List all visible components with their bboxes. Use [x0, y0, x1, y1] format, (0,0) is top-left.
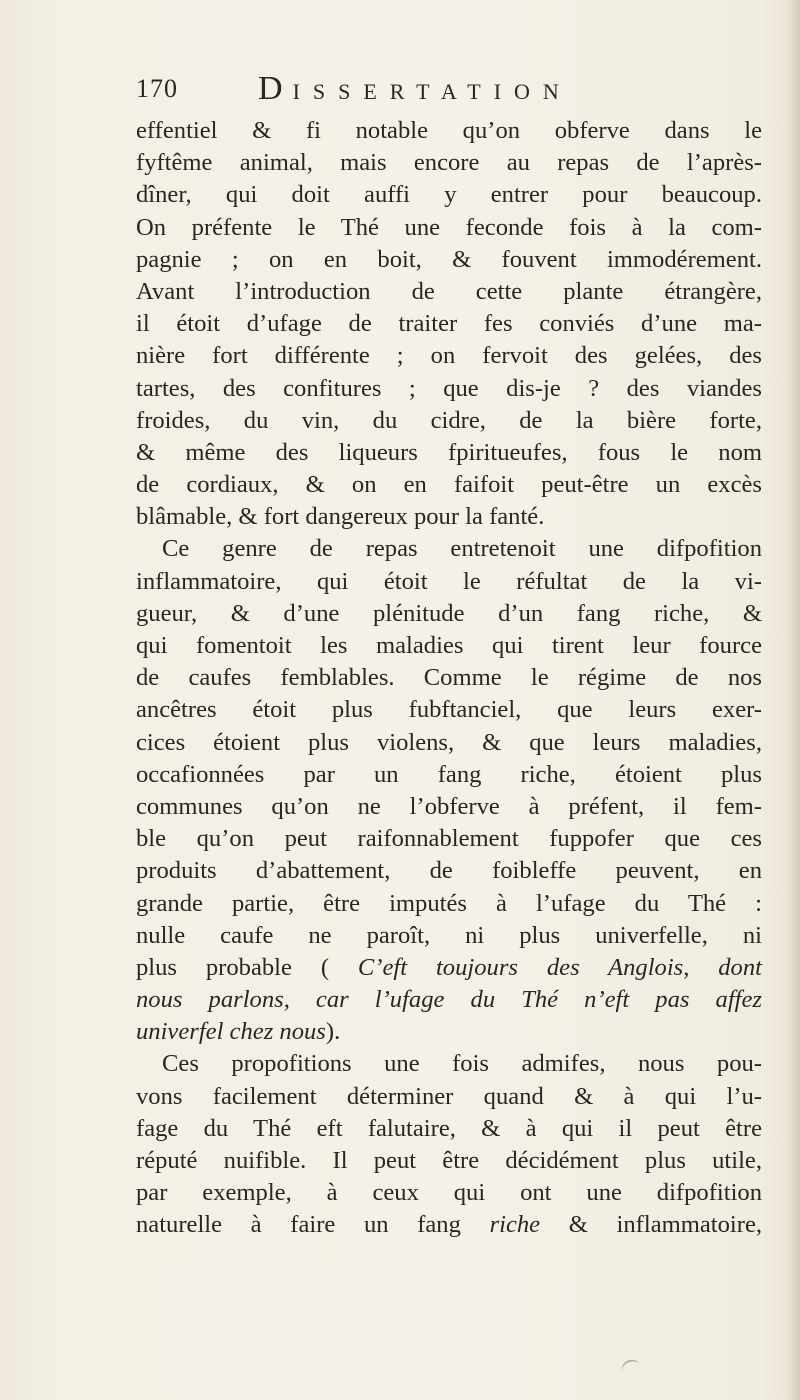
text-line	[136, 1081, 762, 1113]
text-line	[136, 308, 762, 340]
line-text: cices étoient plus violens, & que leurs maladies,	[136, 728, 762, 756]
text-line	[136, 791, 762, 823]
line-text: Ces propofitions une fois admifes, nous pou-	[162, 1050, 762, 1078]
text-line	[136, 662, 762, 694]
text-line	[136, 598, 762, 630]
line-italic-text: nous parlons, car l’ufage du Thé n’eft pas affez	[136, 986, 762, 1014]
text-line	[136, 115, 762, 147]
line-text: Ce genre de repas entretenoit une difpofition	[162, 535, 762, 563]
text-line	[136, 437, 762, 469]
text-line	[136, 1113, 762, 1145]
line-text: fage du Thé eft falutaire, & à qui il peut être	[136, 1114, 762, 1142]
line-italic-text: C’eft toujours des Anglois, dont	[357, 953, 762, 981]
text-line	[136, 179, 762, 211]
line-text: dîner, qui doit auffi y entrer pour beaucoup.	[136, 181, 762, 209]
text-line	[136, 244, 762, 276]
text-line	[136, 1048, 762, 1080]
line-text: il étoit d’ufage de traiter fes conviés d’une ma-	[136, 310, 762, 338]
line-text: ble qu’on peut raifonnablement fuppofer que ces	[136, 825, 762, 853]
line-text: pagnie ; on en boit, & fouvent immodérement.	[136, 245, 762, 273]
line-text: communes qu’on ne l’obferve à préfent, il fem-	[136, 792, 762, 820]
text-line	[136, 984, 762, 1016]
text-line	[136, 276, 762, 308]
text-line	[136, 212, 762, 244]
line-text: par exemple, à ceux qui ont une difpofition	[136, 1179, 762, 1207]
line-text: de caufes femblables. Comme le régime de nos	[136, 664, 762, 692]
text-line	[136, 727, 762, 759]
line-text: froides, du vin, du cidre, de la bière forte,	[136, 406, 762, 434]
line-text: inflammatoire, qui étoit le réfultat de la vi-	[136, 567, 762, 595]
line-italic-text: univerfel chez nous	[136, 1018, 326, 1046]
page-header	[136, 70, 756, 110]
body-text	[136, 115, 762, 1242]
running-title-initial: D	[258, 70, 293, 107]
text-line	[136, 340, 762, 372]
text-line	[136, 405, 762, 437]
line-text: grande partie, être imputés à l’ufage du Thé :	[136, 889, 762, 917]
text-line	[136, 759, 762, 791]
line-text: ).	[325, 1018, 341, 1046]
line-text: naturelle à faire un fang	[136, 1211, 490, 1239]
text-line	[136, 823, 762, 855]
text-line	[136, 469, 762, 501]
text-line	[136, 1016, 762, 1048]
line-text: & même des liqueurs fpiritueufes, fous le nom	[136, 438, 762, 466]
line-text: On préfente le Thé une feconde fois à la com-	[136, 213, 762, 241]
line-text: & inflammatoire,	[540, 1211, 763, 1239]
line-text: de cordiaux, & on en faifoit peut-être un excès	[136, 471, 762, 499]
line-text: plus probable (	[136, 953, 358, 981]
text-line	[136, 566, 762, 598]
text-line	[136, 147, 762, 179]
line-text: réputé nuifible. Il peut être décidément plus utile,	[136, 1147, 762, 1174]
running-title-rest: ISSERTATION	[292, 79, 572, 104]
page-edge-shadow	[786, 0, 800, 1400]
line-text: vons facilement déterminer quand & à qui l’u-	[136, 1082, 762, 1110]
line-text: blâmable, & fort dangereux pour la fanté.	[136, 503, 545, 531]
text-line	[136, 1145, 762, 1177]
text-line	[136, 501, 762, 533]
text-line	[136, 1177, 762, 1209]
line-text: occafionnées par un fang riche, étoient plus	[136, 760, 762, 788]
text-line	[136, 373, 762, 405]
line-text: Avant l’introduction de cette plante étrangère,	[136, 277, 762, 305]
line-text: qui fomentoit les maladies qui tirent leur fource	[136, 632, 762, 659]
text-line	[136, 952, 762, 984]
text-line	[136, 1209, 762, 1241]
text-line	[136, 855, 762, 887]
text-line	[136, 920, 762, 952]
text-line	[136, 888, 762, 920]
text-line	[136, 630, 762, 662]
text-line	[136, 533, 762, 565]
line-text: tartes, des confitures ; que dis-je ? des viandes	[136, 374, 762, 402]
line-text: nulle caufe ne paroît, ni plus univerfelle, ni	[136, 921, 762, 949]
line-text: ancêtres étoit plus fubftanciel, que leurs exer-	[136, 696, 762, 724]
page-number: 170	[136, 74, 178, 103]
line-text: fyftême animal, mais encore au repas de l’après-	[136, 149, 762, 177]
line-text: nière fort différente ; on fervoit des gelées, des	[136, 342, 762, 370]
line-italic-text: riche	[489, 1211, 541, 1239]
line-text: effentiel & fi notable qu’on obferve dans le	[136, 117, 762, 144]
running-title	[258, 70, 572, 108]
text-line	[136, 694, 762, 726]
paper-mark	[619, 1357, 641, 1373]
line-text: gueur, & d’une plénitude d’un fang riche, &	[136, 599, 762, 627]
line-text: produits d’abattement, de foibleffe peuvent, en	[136, 857, 762, 885]
